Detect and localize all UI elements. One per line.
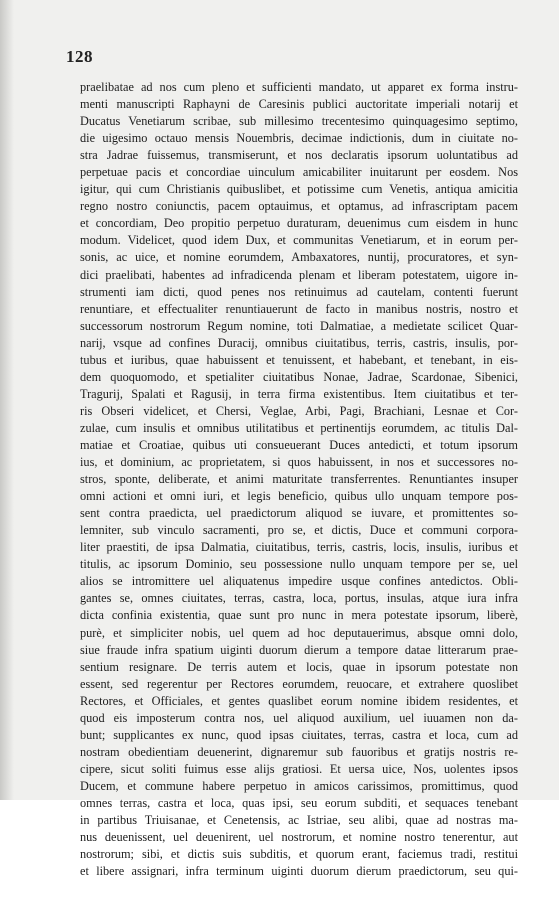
text-line: lemniter, sub vinculo sacramenti, pro se, et dictis, Duce et communi corpora- (80, 523, 518, 538)
text-line: Ducatus Venetiarum scribae, sub millesimo trecentesimo quinquagesimo septimo, (80, 114, 518, 129)
text-line: stra Jadrae fuissemus, transmiserunt, et nos declaratis ipsorum uoluntatibus ad (80, 148, 518, 163)
text-line: cipere, sicut soliti fuimus esse alijs gratiosi. Et uersa uice, Nos, uolentes ipsos (80, 761, 518, 776)
text-line (80, 880, 518, 897)
text-line: siue fraude infra spatium uiginti duorum dierum a tempore datae litterarum prae- (80, 642, 518, 657)
text-line: regno nostro coniunctis, pacem optauimus, et optamus, ad infrascriptam pacem (80, 199, 518, 214)
text-line: Ducem, et commune habere perpetuo in amicos carissimos, promittimus, quod (80, 778, 518, 793)
text-line: liter praestiti, de ipsa Dalmatia, ciuitatibus, terris, castris, locis, insulis, iuribus et (80, 540, 518, 555)
text-line: nostram obedientiam deuenerint, dignaremur sub fauoribus et gratijs nostris re- (80, 744, 518, 759)
text-line: stros, sponte, deliberate, et animi maturitate transferrentes. Renuntiantes insuper (80, 472, 518, 487)
page-gutter-shadow (0, 0, 14, 800)
text-line: alios se intromittere uel aliquatenus impedire usque confines antedictos. Obli- (80, 574, 518, 589)
text-line: et concordiam, Deo propitio perpetuo duraturam, deuenimus cum eisdem in hunc (80, 216, 518, 231)
text-line: sent contra praedicta, uel praedictorum aliquod se iuvare, et promittentes so- (80, 506, 518, 521)
text-line: die uigesimo octauo mensis Nouembris, decimae indictionis, dum in ciuitate no- (80, 131, 518, 146)
text-line: matiae et Croatiae, quibus uti consueuerant Duces antedicti, et totum ipsorum (80, 437, 518, 452)
body-text (80, 79, 518, 897)
text-line: in partibus Triuisanae, et Cenetensis, ac Istriae, seu alibi, quae ad nostras ma- (80, 813, 518, 828)
text-line: ius, et dominium, ac proprietatem, si quos habuissent, in nos et successores no- (80, 455, 518, 470)
text-line: sentium resignare. De terris autem et locis, quae in ipsorum potestate non (80, 659, 518, 674)
text-line: modum. Videlicet, quod idem Dux, et communitas Venetiarum, et in eorum per- (80, 233, 518, 248)
text-line: tubus et iuribus, quae habuissent et tenuissent, et habebant, et tenebant, in eis- (80, 352, 518, 367)
text-line: menti manuscripti Raphayni de Caresinis publici auctoritate imperiali notarij et (80, 97, 518, 112)
text-line: titulis, ac ipsorum Dominio, seu possessione nullo unquam tempore per se, uel (80, 557, 518, 572)
text-line: gantes se, omnes ciuitates, terras, castra, loca, portus, insulas, atque iura infra (80, 591, 518, 606)
text-line: igitur, qui cum Christianis quibuslibet, et potissime cum Venetis, antiqua amicitia (80, 182, 518, 197)
text-line: purè, et simpliciter nobis, uel quem ad hoc deputauerimus, absque omni dolo, (80, 625, 518, 640)
text-line: perpetuae pacis et concordiae uinculum amicabiliter inuitarunt per eosdem. Nos (80, 165, 518, 180)
text-line: Tragurij, Spalati et Ragusij, in terra firma existentibus. Item ciuitatibus et ter- (80, 386, 518, 401)
text-line: Rectores, et Officiales, et gentes quaslibet eorum nomine ibidem residentes, et (80, 693, 518, 708)
text-line: quod eis imposterum contra nos, uel aliquod auxilium, uel iuuamen non da- (80, 710, 518, 725)
text-line: dicta confinia existentia, quae sunt pro nunc in mera potestate ipsorum, liberè, (80, 608, 518, 623)
text-line: essent, sed regerentur per Rectores eorumdem, reuocare, et extrahere quoslibet (80, 676, 518, 691)
text-line: bunt; supplicantes ex nunc, quod ipsas ciuitates, terras, castra et loca, cum ad (80, 727, 518, 742)
text-line: nus deuenissent, uel deuenirent, uel nostrorum, et nomine nostro tenerentur, aut (80, 830, 518, 845)
text-line: successorum nostrorum Regum nomine, toti Dalmatiae, a medietate scilicet Quar- (80, 318, 518, 333)
text-line: ris Obseri videlicet, et Chersi, Veglae, Arbi, Pagi, Brachiani, Lesnae et Cor- (80, 403, 518, 418)
text-line: narij, vsque ad confines Duracij, omnibus ciuitatibus, terris, castris, insulis, por- (80, 335, 518, 350)
text-line: zulae, cum insulis et omnibus utilitatibus et pertinentijs eorumdem, ac titulis Dal- (80, 420, 518, 435)
text-line: dici praelibati, habentes ad infradicenda plenam et liberam potestatem, uigore in- (80, 267, 518, 282)
text-line: renuntiare, et effectualiter renuntiauerunt de facto in manibus nostris, nostro et (80, 301, 518, 316)
text-line: nostrorum; sibi, et dictis suis subditis, et quorum erant, faciemus tradi, restitui (80, 847, 518, 862)
text-line: praelibatae ad nos cum pleno et sufficienti mandato, ut apparet ex forma instru- (80, 80, 518, 94)
page-number: 128 (66, 47, 93, 66)
text-line: et libere assignari, infra terminum uiginti duorum dierum praedictorum, seu qui- (80, 864, 518, 879)
text-line: dem quoquomodo, et spetialiter ciuitatibus Nonae, Jadrae, Scardonae, Sibenici, (80, 369, 518, 384)
text-line: strumenti iam dicti, quod penes nos retinuimus ad cautelam, contenti fuerunt (80, 284, 518, 299)
text-line: omni actioni et omni iuri, et legis beneficio, quibus ullo unquam tempore pos- (80, 489, 518, 504)
text-line: omnes terras, castra et loca, quas ipsi, seu eorum subditi, et sequaces tenebant (80, 795, 518, 810)
text-line: sonis, ac uice, et nomine eorumdem, Ambaxatores, nuntij, procuratores, et syn- (80, 250, 518, 265)
